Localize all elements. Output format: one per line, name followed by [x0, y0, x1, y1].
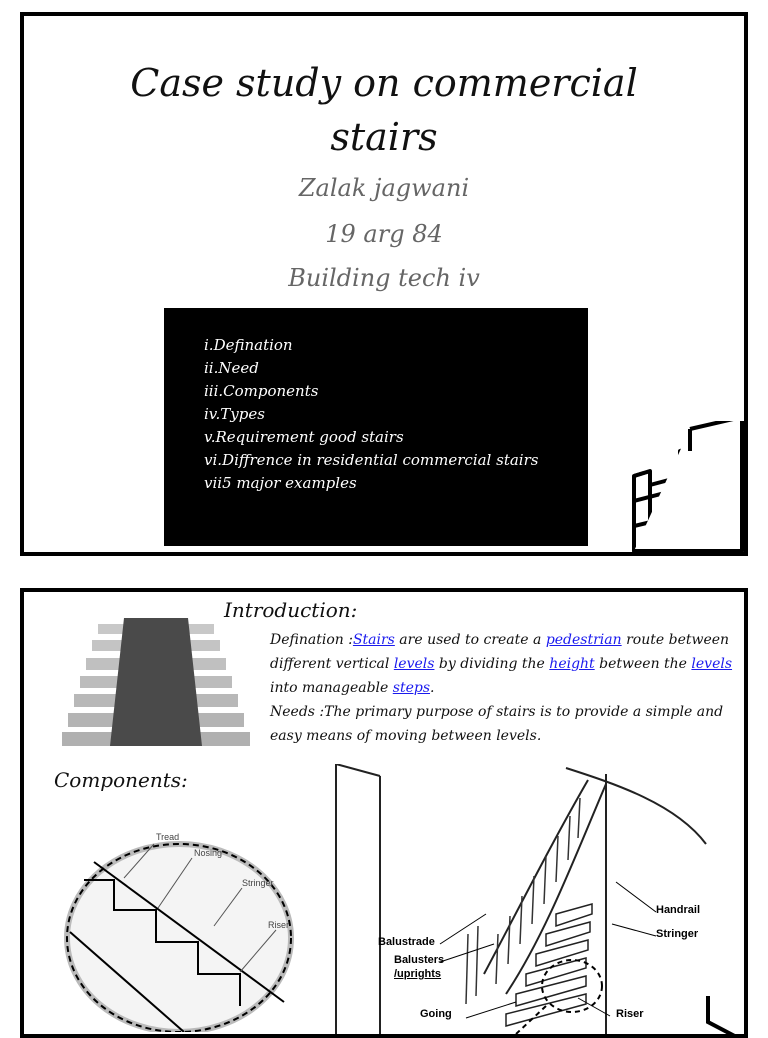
stairs-link[interactable]: Stairs	[352, 632, 395, 648]
definition-text: by dividing the	[434, 656, 550, 672]
course-name: Building tech iv	[288, 264, 480, 292]
levels-link[interactable]: levels	[393, 656, 435, 672]
needs-text: Needs :The primary purpose of stairs is to provide a simple and easy means of moving between levels.	[270, 704, 724, 744]
definition-text: are used to create a	[394, 632, 546, 648]
introduction-slide	[20, 588, 748, 1038]
author-name: Zalak jagwani	[298, 174, 470, 202]
riser-label: Riser	[616, 1008, 644, 1020]
tread-label: Tread	[156, 832, 180, 842]
stair-steps-illustration	[62, 618, 250, 746]
toc-item-examples: vii5 major examples	[204, 474, 357, 492]
stringer-detail-label: Stringer	[242, 878, 274, 888]
definition-label: Defination :	[270, 632, 353, 648]
balusters-label: Balusters	[394, 954, 445, 966]
stairs-icon	[706, 992, 748, 1038]
pedestrian-link[interactable]: pedestrian	[545, 632, 622, 648]
nosing-label: Nosing	[194, 848, 223, 858]
riser-detail-label: Riser	[268, 920, 290, 930]
steps-link[interactable]: steps	[392, 680, 431, 696]
roll-number: 19 arg 84	[325, 220, 443, 248]
going-label: Going	[420, 1008, 452, 1020]
definition-text: into manageable	[270, 680, 393, 696]
stringer-label: Stringer	[656, 928, 699, 940]
toc-item-requirement: v.Requirement good stairs	[204, 428, 404, 446]
toc-item-components: iii.Components	[204, 382, 319, 400]
levels-link-2[interactable]: levels	[691, 656, 733, 672]
stair-detail-illustration	[64, 832, 294, 1036]
introduction-heading: Introduction:	[224, 598, 358, 622]
definition-text: between the	[594, 656, 692, 672]
components-heading: Components:	[54, 768, 188, 792]
slide-title: Case study on commercial stairs	[130, 61, 638, 159]
height-link[interactable]: height	[549, 656, 595, 672]
toc-item-need: ii.Need	[204, 359, 259, 377]
toc-item-definition: i.Defination	[204, 336, 293, 354]
toc-item-difference: vi.Diffrence in residential commercial stairs	[204, 451, 539, 469]
definition-text: route between different vertical	[270, 632, 730, 672]
handrail-label: Handrail	[656, 904, 701, 916]
title-slide	[20, 12, 748, 556]
stairs-icon	[620, 421, 748, 556]
toc-item-types: iv.Types	[204, 405, 265, 423]
definition-text: .	[430, 680, 435, 696]
contents-box	[164, 308, 588, 546]
definition-paragraph	[270, 628, 740, 748]
staircase-components-diagram	[316, 764, 716, 1038]
balustrade-label: Balustrade	[378, 936, 435, 948]
uprights-label: /uprights	[394, 968, 442, 980]
